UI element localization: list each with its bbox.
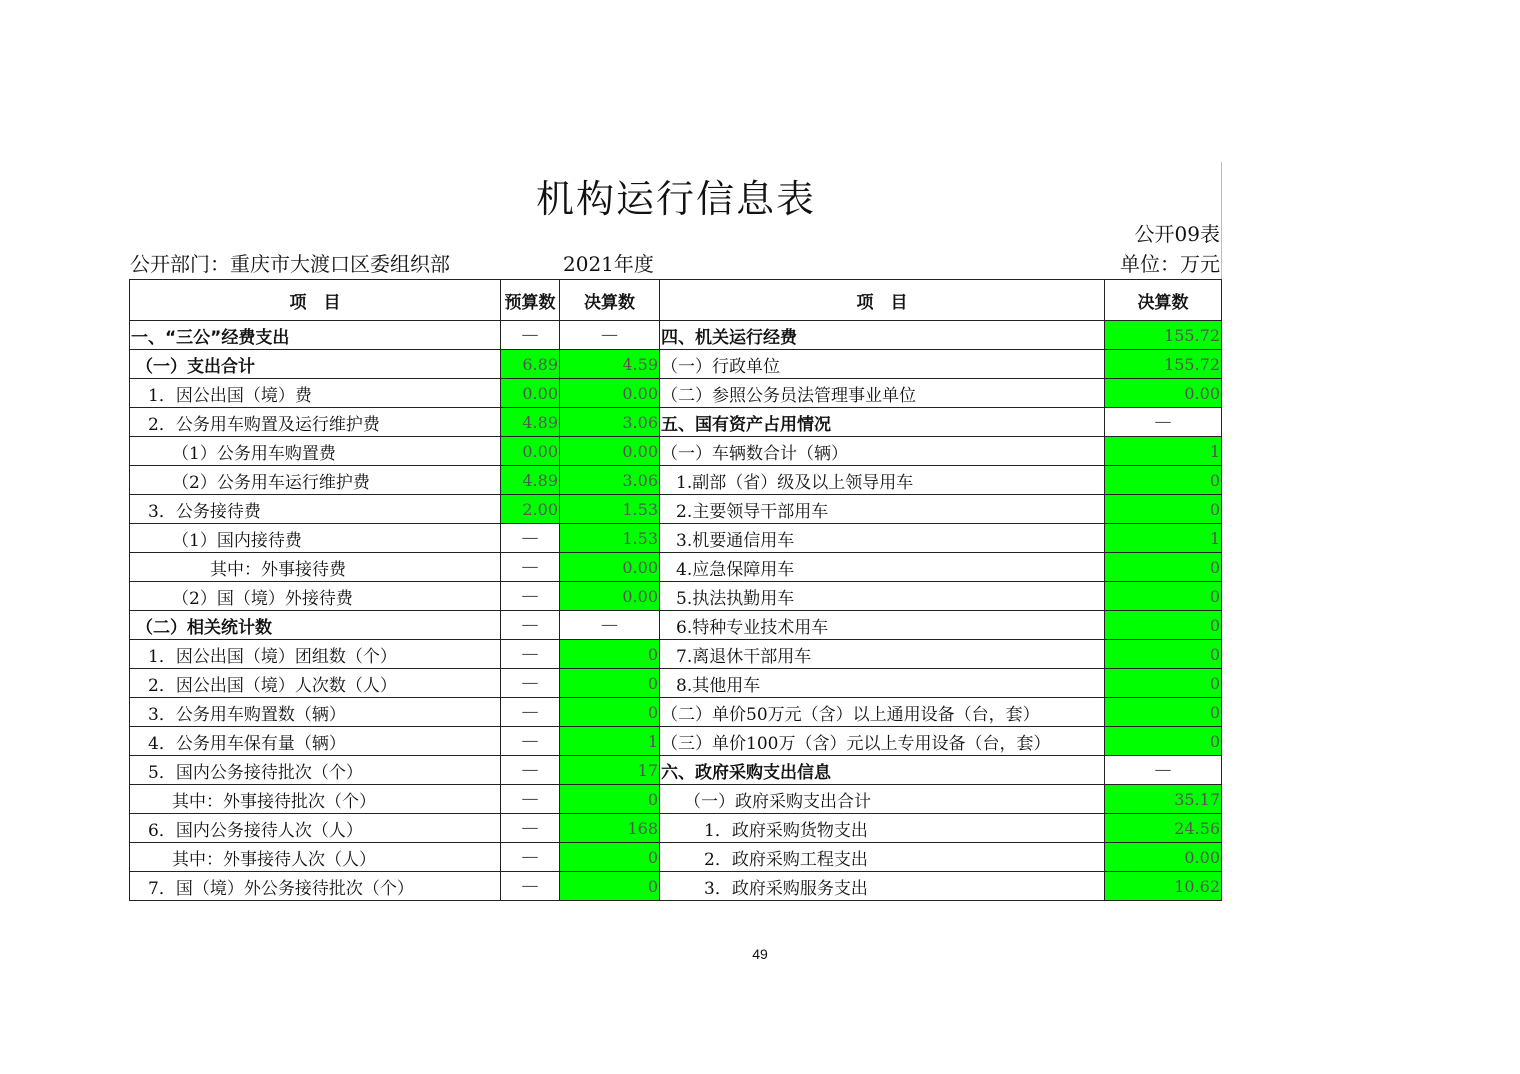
left-final-value: 0.00	[560, 379, 660, 408]
left-budget-value: —	[501, 553, 560, 582]
table-row	[130, 582, 1222, 611]
left-final-value: 168	[560, 814, 660, 843]
left-final-value: 0	[560, 669, 660, 698]
left-budget-value: 4.89	[501, 408, 560, 437]
right-final-value: 35.17	[1105, 785, 1222, 814]
table-number: 公开09表	[1134, 222, 1220, 246]
left-final-value: 1.53	[560, 495, 660, 524]
right-final-value: 155.72	[1105, 321, 1222, 350]
left-budget-value: —	[501, 321, 560, 350]
left-budget-value: —	[501, 582, 560, 611]
left-budget-value: —	[501, 785, 560, 814]
left-item-label: 其中：外事接待批次（个）	[130, 785, 501, 814]
right-final-value: 1	[1105, 437, 1222, 466]
left-budget-value: —	[501, 727, 560, 756]
right-item-label: 1.副部（省）级及以上领导用车	[660, 466, 1105, 495]
department-label: 公开部门：重庆市大渡口区委组织部	[130, 252, 450, 276]
right-final-value: 0	[1105, 466, 1222, 495]
left-budget-value: —	[501, 756, 560, 785]
right-item-label: 7.离退休干部用车	[660, 640, 1105, 669]
left-item-label: 1．因公出国（境）团组数（个）	[130, 640, 501, 669]
left-budget-value: 2.00	[501, 495, 560, 524]
table-row	[130, 843, 1222, 872]
right-final-value: 0	[1105, 669, 1222, 698]
table-row	[130, 379, 1222, 408]
left-item-label: 4．公务用车保有量（辆）	[130, 727, 501, 756]
table-row	[130, 698, 1222, 727]
fiscal-year: 2021年度	[563, 252, 654, 276]
right-final-value: 0	[1105, 553, 1222, 582]
left-final-value: 0.00	[560, 582, 660, 611]
left-item-label: 一、“三公”经费支出	[130, 321, 501, 350]
left-budget-value: 0.00	[501, 437, 560, 466]
unit-label: 单位：万元	[1120, 252, 1220, 276]
left-item-label: 2．因公出国（境）人次数（人）	[130, 669, 501, 698]
table-row	[130, 611, 1222, 640]
right-item-label: （三）单价100万（含）元以上专用设备（台，套）	[660, 727, 1105, 756]
left-item-label: （1）公务用车购置费	[130, 437, 501, 466]
left-budget-value: 6.89	[501, 350, 560, 379]
right-item-label: 2.主要领导干部用车	[660, 495, 1105, 524]
right-final-value: —	[1105, 756, 1222, 785]
left-final-value: 0	[560, 640, 660, 669]
left-budget-value: —	[501, 524, 560, 553]
left-item-label: （2）国（境）外接待费	[130, 582, 501, 611]
right-item-label: 8.其他用车	[660, 669, 1105, 698]
right-final-value: 1	[1105, 524, 1222, 553]
left-final-value: 1.53	[560, 524, 660, 553]
left-item-label: 3．公务用车购置数（辆）	[130, 698, 501, 727]
right-item-label: 3.机要通信用车	[660, 524, 1105, 553]
right-final-value: 0.00	[1105, 379, 1222, 408]
right-item-label: 五、国有资产占用情况	[660, 408, 1105, 437]
right-item-label: （二）单价50万元（含）以上通用设备（台，套）	[660, 698, 1105, 727]
left-final-value: 0	[560, 785, 660, 814]
table-row	[130, 466, 1222, 495]
left-final-value: 17	[560, 756, 660, 785]
left-final-value: 3.06	[560, 408, 660, 437]
left-final-value: —	[560, 611, 660, 640]
left-item-label: 1．因公出国（境）费	[130, 379, 501, 408]
right-final-value: 10.62	[1105, 872, 1222, 901]
table-row	[130, 669, 1222, 698]
left-item-label: 2．公务用车购置及运行维护费	[130, 408, 501, 437]
table-row	[130, 495, 1222, 524]
right-item-label: 六、政府采购支出信息	[660, 756, 1105, 785]
table-row	[130, 553, 1222, 582]
left-item-label: 其中：外事接待人次（人）	[130, 843, 501, 872]
left-final-value: 0.00	[560, 553, 660, 582]
right-item-label: （二）参照公务员法管理事业单位	[660, 379, 1105, 408]
left-item-label: （一）支出合计	[130, 350, 501, 379]
right-final-value: 0.00	[1105, 843, 1222, 872]
header-final-right: 决算数	[1105, 280, 1222, 321]
left-final-value: —	[560, 321, 660, 350]
page-title: 机构运行信息表	[535, 177, 816, 221]
left-item-label: （二）相关统计数	[130, 611, 501, 640]
left-final-value: 4.59	[560, 350, 660, 379]
right-final-value: 24.56	[1105, 814, 1222, 843]
right-final-value: 0	[1105, 495, 1222, 524]
table-row	[130, 321, 1222, 350]
table-row	[130, 350, 1222, 379]
left-budget-value: —	[501, 814, 560, 843]
right-final-value: —	[1105, 408, 1222, 437]
right-final-value: 0	[1105, 640, 1222, 669]
left-item-label: （2）公务用车运行维护费	[130, 466, 501, 495]
left-budget-value: —	[501, 669, 560, 698]
left-item-label: （1）国内接待费	[130, 524, 501, 553]
right-item-label: 5.执法执勤用车	[660, 582, 1105, 611]
header-budget: 预算数	[501, 280, 560, 321]
left-budget-value: —	[501, 640, 560, 669]
right-item-label: 2．政府采购工程支出	[660, 843, 1105, 872]
left-budget-value: —	[501, 698, 560, 727]
right-final-value: 0	[1105, 698, 1222, 727]
table-row	[130, 785, 1222, 814]
right-final-value: 0	[1105, 727, 1222, 756]
left-item-label: 其中：外事接待费	[130, 553, 501, 582]
info-table	[129, 279, 1222, 901]
table-row	[130, 524, 1222, 553]
table-body	[130, 321, 1222, 901]
table-row	[130, 640, 1222, 669]
left-budget-value: 0.00	[501, 379, 560, 408]
page-number: 49	[752, 946, 768, 962]
left-final-value: 0	[560, 843, 660, 872]
right-item-label: 4.应急保障用车	[660, 553, 1105, 582]
right-item-label: 3．政府采购服务支出	[660, 872, 1105, 901]
left-budget-value: —	[501, 872, 560, 901]
right-item-label: 四、机关运行经费	[660, 321, 1105, 350]
left-final-value: 0.00	[560, 437, 660, 466]
left-final-value: 0	[560, 698, 660, 727]
table-header-row	[130, 280, 1222, 321]
right-item-label: （一）车辆数合计（辆）	[660, 437, 1105, 466]
left-item-label: 6．国内公务接待人次（人）	[130, 814, 501, 843]
right-item-label: （一）行政单位	[660, 350, 1105, 379]
right-item-label: 6.特种专业技术用车	[660, 611, 1105, 640]
left-budget-value: —	[501, 611, 560, 640]
right-item-label: 1．政府采购货物支出	[660, 814, 1105, 843]
left-item-label: 5．国内公务接待批次（个）	[130, 756, 501, 785]
table-row	[130, 437, 1222, 466]
right-final-value: 0	[1105, 611, 1222, 640]
table-row	[130, 727, 1222, 756]
right-item-label: （一）政府采购支出合计	[660, 785, 1105, 814]
left-budget-value: —	[501, 843, 560, 872]
header-item: 项 目	[130, 280, 501, 321]
table-row	[130, 814, 1222, 843]
left-final-value: 3.06	[560, 466, 660, 495]
left-final-value: 0	[560, 872, 660, 901]
left-item-label: 7．国（境）外公务接待批次（个）	[130, 872, 501, 901]
left-budget-value: 4.89	[501, 466, 560, 495]
header-final: 决算数	[560, 280, 660, 321]
table-row	[130, 872, 1222, 901]
left-final-value: 1	[560, 727, 660, 756]
left-item-label: 3．公务接待费	[130, 495, 501, 524]
header-item-right: 项 目	[660, 280, 1105, 321]
table-row	[130, 756, 1222, 785]
right-final-value: 0	[1105, 582, 1222, 611]
table-row	[130, 408, 1222, 437]
right-final-value: 155.72	[1105, 350, 1222, 379]
